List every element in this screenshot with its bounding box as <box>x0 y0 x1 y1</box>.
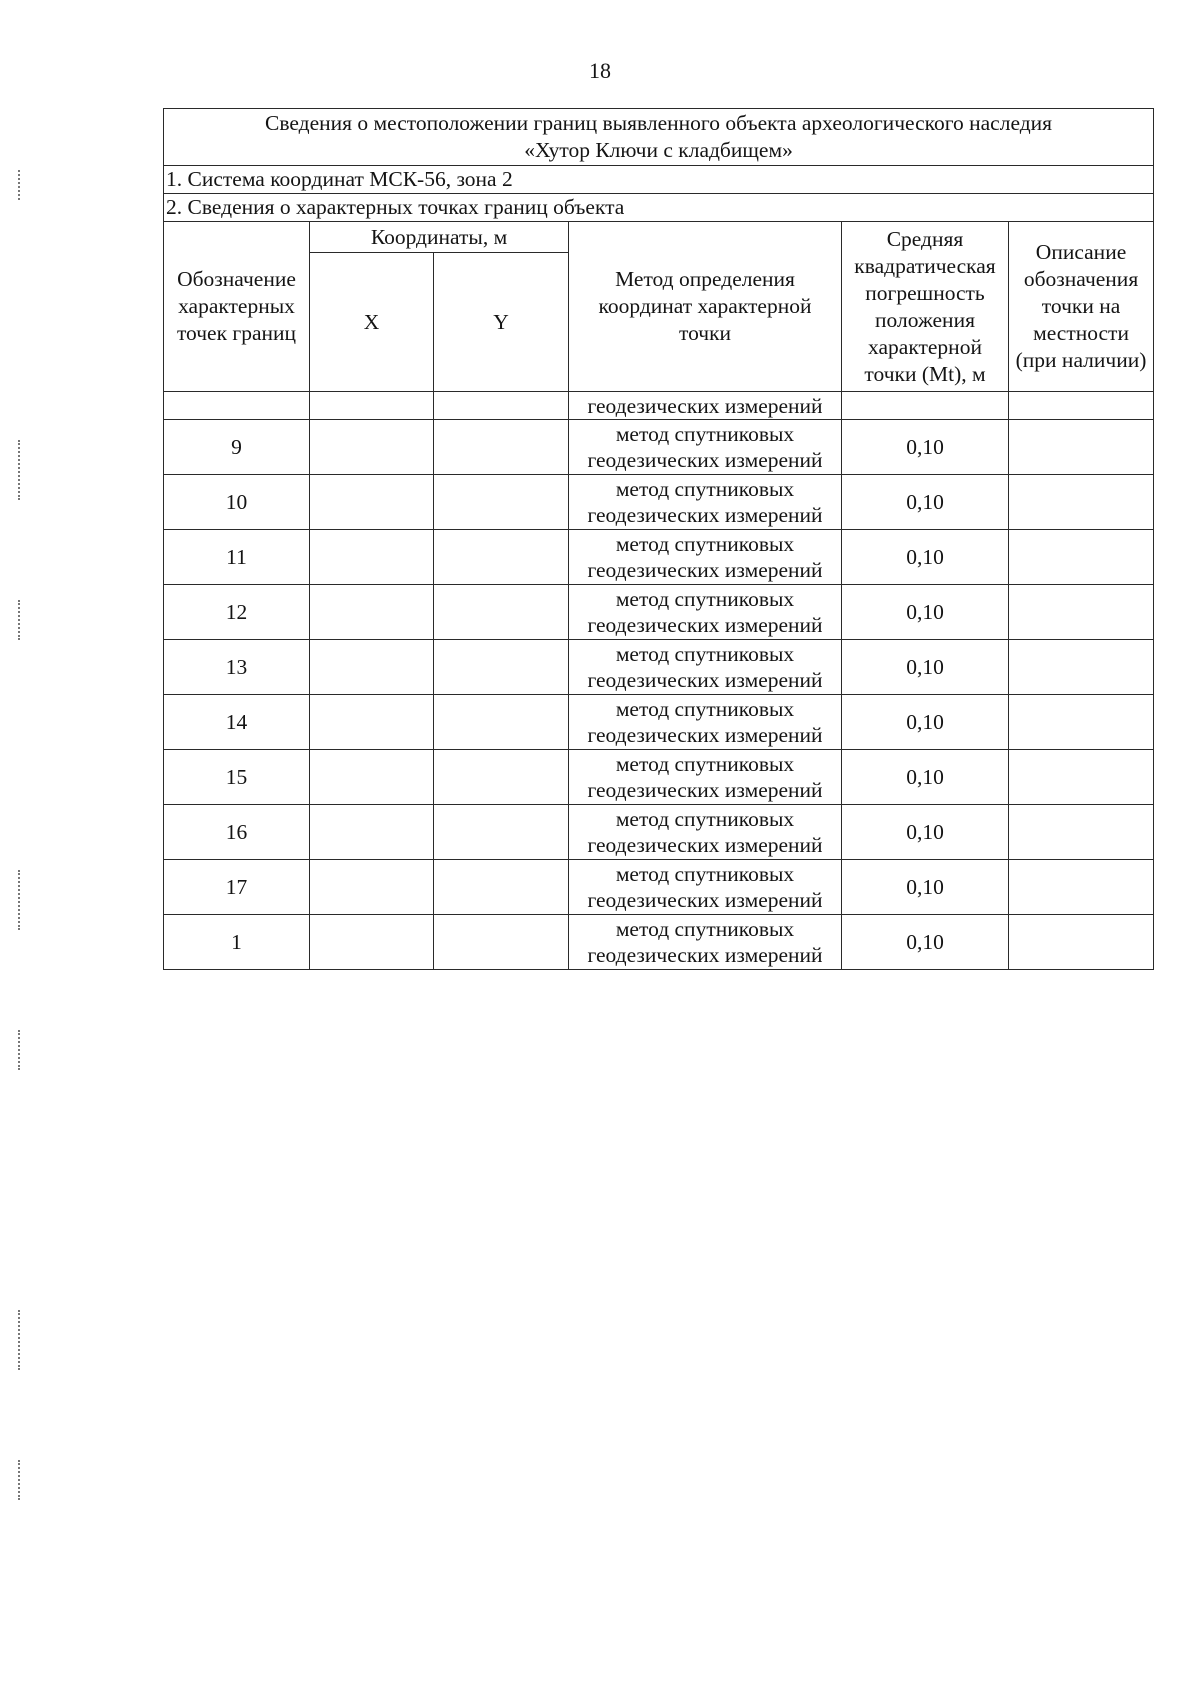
cell-method <box>569 530 842 585</box>
header-x: X <box>310 253 434 392</box>
header-error: Средняя квадратическая погрешность положения характерной точки (Mt), м <box>842 222 1009 392</box>
cell-point <box>164 392 310 420</box>
header-method: Метод определения координат характерной точки <box>569 222 842 392</box>
table-row <box>164 860 1154 915</box>
cell-y <box>434 805 569 860</box>
table-row <box>164 805 1154 860</box>
table-row <box>164 695 1154 750</box>
header-designation: Обозначение характерных точек границ <box>164 222 310 392</box>
cell-y <box>434 750 569 805</box>
cell-method <box>569 585 842 640</box>
cell-y <box>434 860 569 915</box>
scan-margin-mark <box>18 440 26 500</box>
cell-point: 11 <box>164 530 310 585</box>
method-line: геодезических измерений <box>587 558 823 582</box>
cell-x <box>310 585 434 640</box>
method-line: метод спутниковых <box>615 477 795 501</box>
cell-description <box>1009 420 1154 475</box>
cell-method <box>569 420 842 475</box>
table-row <box>164 640 1154 695</box>
cell-point: 9 <box>164 420 310 475</box>
cell-method <box>569 695 842 750</box>
cell-description <box>1009 915 1154 970</box>
cell-point: 10 <box>164 475 310 530</box>
header-coordinates: Координаты, м <box>310 222 569 253</box>
cell-error: 0,10 <box>842 915 1009 970</box>
cell-y <box>434 640 569 695</box>
cell-error: 0,10 <box>842 585 1009 640</box>
cell-x <box>310 420 434 475</box>
scan-margin-mark <box>18 600 26 640</box>
cell-x <box>310 915 434 970</box>
table-title-line: Сведения о местоположении границ выявленного объекта археологического наследия <box>265 111 1053 135</box>
scan-margin-mark <box>18 1460 26 1500</box>
cell-point: 1 <box>164 915 310 970</box>
cell-y <box>434 530 569 585</box>
method-line: геодезических измерений <box>587 503 823 527</box>
cell-method <box>569 915 842 970</box>
cell-error: 0,10 <box>842 475 1009 530</box>
method-line: метод спутниковых <box>615 752 795 776</box>
cell-description <box>1009 695 1154 750</box>
page-number: 18 <box>589 58 611 83</box>
method-line: метод спутниковых <box>615 642 795 666</box>
cell-description <box>1009 750 1154 805</box>
table-title <box>164 109 1154 166</box>
table-row <box>164 915 1154 970</box>
table-title-line: «Хутор Ключи с кладбищем» <box>524 138 793 162</box>
cell-method <box>569 805 842 860</box>
cell-y <box>434 475 569 530</box>
header-row <box>164 222 1154 253</box>
cell-point: 17 <box>164 860 310 915</box>
cell-x <box>310 475 434 530</box>
cell-x <box>310 750 434 805</box>
method-line: метод спутниковых <box>615 532 795 556</box>
method-line: метод спутниковых <box>615 807 795 831</box>
cell-description <box>1009 475 1154 530</box>
cell-x <box>310 695 434 750</box>
section-characteristic-points: 2. Сведения о характерных точках границ объекта <box>164 194 1154 222</box>
section-row <box>164 166 1154 194</box>
table-row <box>164 750 1154 805</box>
cell-description <box>1009 860 1154 915</box>
cell-y <box>434 392 569 420</box>
cell-x <box>310 530 434 585</box>
scan-margin-mark <box>18 170 26 200</box>
cell-x <box>310 805 434 860</box>
method-line: метод спутниковых <box>615 917 795 941</box>
cell-x <box>310 640 434 695</box>
method-line: метод спутниковых <box>615 862 795 886</box>
method-line: метод спутниковых <box>615 422 795 446</box>
table-row <box>164 585 1154 640</box>
scan-margin-mark <box>18 1030 26 1070</box>
method-line: геодезических измерений <box>587 613 823 637</box>
boundary-points-table <box>163 108 1154 970</box>
cell-description <box>1009 585 1154 640</box>
cell-point: 14 <box>164 695 310 750</box>
cell-point: 16 <box>164 805 310 860</box>
method-line: геодезических измерений <box>587 833 823 857</box>
cell-error: 0,10 <box>842 750 1009 805</box>
table-row <box>164 420 1154 475</box>
cell-point: 15 <box>164 750 310 805</box>
cell-description <box>1009 392 1154 420</box>
cell-error <box>842 392 1009 420</box>
cell-x <box>310 392 434 420</box>
scan-margin-mark <box>18 1310 26 1370</box>
table-row <box>164 475 1154 530</box>
table-row-continuation <box>164 392 1154 420</box>
cell-method <box>569 640 842 695</box>
cell-y <box>434 420 569 475</box>
cell-point: 13 <box>164 640 310 695</box>
cell-y <box>434 585 569 640</box>
cell-method <box>569 750 842 805</box>
cell-error: 0,10 <box>842 860 1009 915</box>
method-line: метод спутниковых <box>615 697 795 721</box>
cell-error: 0,10 <box>842 420 1009 475</box>
cell-method <box>569 860 842 915</box>
scan-margin-mark <box>18 870 26 930</box>
header-y: Y <box>434 253 569 392</box>
cell-y <box>434 915 569 970</box>
cell-x <box>310 860 434 915</box>
method-line: геодезических измерений <box>587 888 823 912</box>
cell-description <box>1009 530 1154 585</box>
cell-method: геодезических измерений <box>569 392 842 420</box>
cell-description <box>1009 805 1154 860</box>
cell-error: 0,10 <box>842 695 1009 750</box>
section-coordinate-system: 1. Система координат МСК-56, зона 2 <box>164 166 1154 194</box>
cell-description <box>1009 640 1154 695</box>
method-line: геодезических измерений <box>587 448 823 472</box>
table-row <box>164 530 1154 585</box>
cell-error: 0,10 <box>842 640 1009 695</box>
method-line: геодезических измерений <box>587 943 823 967</box>
cell-method <box>569 475 842 530</box>
cell-error: 0,10 <box>842 805 1009 860</box>
cell-point: 12 <box>164 585 310 640</box>
cell-y <box>434 695 569 750</box>
table-title-row <box>164 109 1154 166</box>
header-description: Описание обозначения точки на местности (при наличии) <box>1009 222 1154 392</box>
method-line: метод спутниковых <box>615 587 795 611</box>
method-line: геодезических измерений <box>587 723 823 747</box>
section-row <box>164 194 1154 222</box>
method-line: геодезических измерений <box>587 668 823 692</box>
cell-error: 0,10 <box>842 530 1009 585</box>
method-line: геодезических измерений <box>587 778 823 802</box>
